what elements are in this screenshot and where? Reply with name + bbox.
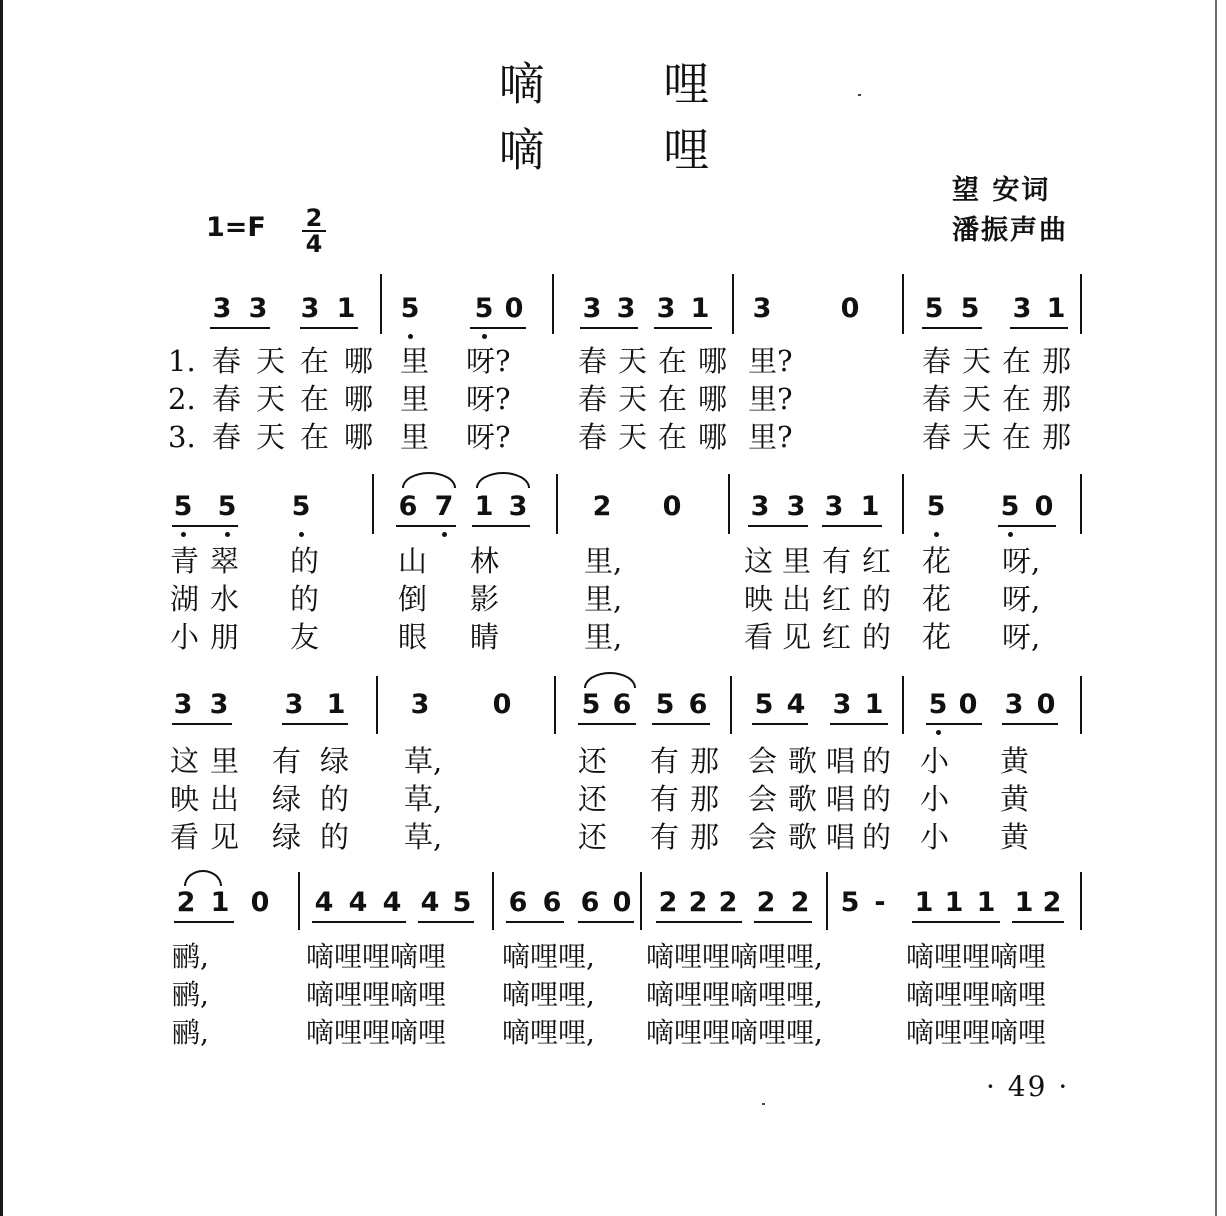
note-digit: 3 [284,689,304,720]
lyric-syllable: 呀? [466,344,511,378]
lyric-syllable: 天 [256,382,286,416]
octave-dot [181,532,186,537]
note-digit: 0 [958,689,978,720]
lyric-syllable: 春 [578,382,608,416]
lyric-syllable: 嘀哩哩, [502,978,595,1011]
lyric-syllable: 那 [690,782,720,816]
lyric-syllable: 春 [922,420,952,454]
key-signature: 1=F [206,212,266,243]
note-digit: 1 [976,887,996,918]
note-digit: 5 [400,293,420,324]
note-digit: 5 [924,293,944,324]
time-numerator: 2 [302,206,326,232]
note-digit: 0 [1036,689,1056,720]
slur-arc [402,472,456,488]
lyric-syllable: 鹂, [172,1016,209,1049]
lyric-syllable: 黄 [1000,782,1030,816]
note-digit: 1 [914,887,934,918]
lyric-syllable: 红 [862,544,892,578]
lyric-syllable: 的 [862,620,892,654]
lyric-syllable: 歌 [788,820,818,854]
lyric-syllable: 1. [168,344,196,378]
lyric-syllable: 还 [578,820,608,854]
note-digit: 3 [209,689,229,720]
lyric-syllable: 里 [400,420,430,454]
lyric-syllable: 绿 [272,820,302,854]
note-digit: 5 [928,689,948,720]
lyric-syllable: 花 [922,620,952,654]
lyric-syllable: 鹂, [172,978,209,1011]
lyric-syllable: 有 [272,744,302,778]
lyric-syllable: 见 [782,620,812,654]
lyric-syllable: 那 [1042,420,1072,454]
lyric-syllable: 嘀哩哩嘀哩 [906,940,1047,973]
note-digit: 5 [452,887,472,918]
print-speck [762,1103,765,1105]
note-digit: 3 [824,491,844,522]
note-digit: 1 [326,689,346,720]
note-digit: 3 [508,491,528,522]
song-title: 嘀 哩 嘀 哩 [498,57,762,177]
note-digit: 6 [542,887,562,918]
note-digit: 0 [1034,491,1054,522]
beam-line [652,723,710,725]
beam-line [172,525,238,527]
lyric-syllable: 嘀哩哩嘀哩 [306,1016,447,1049]
note-digit: 6 [580,887,600,918]
lyric-syllable: 唱 [826,782,856,816]
lyric-syllable: 小 [920,820,950,854]
lyric-syllable: 出 [782,582,812,616]
note-digit: 6 [398,491,418,522]
lyric-syllable: 在 [1002,344,1032,378]
lyric-syllable: 水 [210,582,240,616]
bar-line [492,872,494,930]
lyric-syllable: 在 [300,344,330,378]
lyric-syllable: 歌 [788,744,818,778]
lyric-syllable: 影 [470,582,500,616]
lyric-syllable: 天 [256,420,286,454]
note-digit: 1 [474,491,494,522]
note-digit: 4 [786,689,806,720]
bar-line [902,676,904,734]
lyric-syllable: 里? [748,420,793,454]
beam-line [1012,921,1064,923]
lyric-syllable: 天 [256,344,286,378]
note-digit: 3 [410,689,430,720]
lyric-syllable: 林 [470,544,500,578]
lyric-syllable: 山 [398,544,428,578]
note-digit: 1 [336,293,356,324]
lyric-syllable: 2. [168,382,196,416]
slur-arc [584,672,636,688]
lyric-syllable: 红 [822,582,852,616]
note-digit: 5 [474,293,494,324]
lyric-syllable: 睛 [470,620,500,654]
note-digit: 2 [688,887,708,918]
note-digit: 0 [504,293,524,324]
lyric-syllable: 里 [210,744,240,778]
note-digit: 0 [612,887,632,918]
octave-dot [408,334,413,339]
lyric-syllable: 有 [650,744,680,778]
lyric-syllable: 天 [618,420,648,454]
beam-line [506,921,564,923]
lyric-syllable: 绿 [320,744,350,778]
lyric-syllable: 里, [584,620,623,654]
lyric-syllable: 唱 [826,820,856,854]
note-digit: 1 [864,689,884,720]
lyric-syllable: 嘀哩哩嘀哩哩, [646,940,823,973]
bar-line [1080,474,1082,534]
lyric-syllable: 呀, [1002,544,1041,578]
lyric-syllable: 天 [962,344,992,378]
note-digit: 5 [926,491,946,522]
note-digit: 2 [176,887,196,918]
lyric-syllable: 呀? [466,382,511,416]
lyric-syllable: 还 [578,782,608,816]
lyric-syllable: 在 [1002,382,1032,416]
lyric-syllable: 鹂, [172,940,209,973]
note-digit: 0 [662,491,682,522]
beam-line [822,525,882,527]
lyric-syllable: 出 [210,782,240,816]
note-digit: 3 [752,293,772,324]
note-digit: 5 [840,887,860,918]
lyric-syllable: 里, [584,544,623,578]
lyric-syllable: 黄 [1000,744,1030,778]
lyric-syllable: 嘀哩哩嘀哩哩, [646,1016,823,1049]
lyric-syllable: 青 [170,544,200,578]
lyric-syllable: 草, [404,820,443,854]
note-digit: 3 [1012,293,1032,324]
lyric-syllable: 的 [862,820,892,854]
beam-line [210,327,270,329]
lyric-syllable: 这 [744,544,774,578]
page-edge-right [1215,0,1217,1216]
note-digit: 5 [581,689,601,720]
lyric-syllable: 歌 [788,782,818,816]
lyric-syllable: 春 [578,344,608,378]
lyric-syllable: 春 [212,344,242,378]
note-digit: 2 [790,887,810,918]
beam-line [998,525,1056,527]
note-digit: 3 [656,293,676,324]
lyric-syllable: 小 [170,620,200,654]
lyric-syllable: 这 [170,744,200,778]
octave-dot [482,334,487,339]
lyric-syllable: 嘀哩哩, [502,1016,595,1049]
slur-arc [476,472,530,488]
beam-line [282,723,348,725]
bar-line [730,676,732,734]
lyric-syllable: 那 [1042,344,1072,378]
lyric-syllable: 哪 [344,344,374,378]
note-digit: 5 [754,689,774,720]
beam-line [656,921,742,923]
note-digit: 5 [291,491,311,522]
note-digit: 3 [173,689,193,720]
note-digit: 6 [688,689,708,720]
note-digit: 3 [582,293,602,324]
lyric-syllable: 在 [1002,420,1032,454]
lyric-syllable: 的 [862,782,892,816]
note-digit: 3 [212,293,232,324]
note-digit: 5 [173,491,193,522]
lyric-syllable: 湖 [170,582,200,616]
lyric-syllable: 见 [210,820,240,854]
beam-line [912,921,1000,923]
note-digit: 4 [314,887,334,918]
lyric-syllable: 绿 [272,782,302,816]
lyric-syllable: 里 [400,344,430,378]
octave-dot [225,532,230,537]
beam-line [312,921,406,923]
bar-line [1080,274,1082,334]
note-digit: 5 [1000,491,1020,522]
bar-line [732,274,734,334]
lyric-syllable: 有 [822,544,852,578]
note-digit: 5 [217,491,237,522]
beam-line [926,723,982,725]
lyric-syllable: 呀, [1002,620,1041,654]
lyric-syllable: 黄 [1000,820,1030,854]
beam-line [472,525,530,527]
lyricist-credit: 望 安词 [952,175,1051,206]
bar-line [372,474,374,534]
lyric-syllable: 嘀哩哩嘀哩 [906,1016,1047,1049]
lyric-syllable: 哪 [698,344,728,378]
lyric-syllable: 草, [404,744,443,778]
note-digit: 6 [612,689,632,720]
time-denominator: 4 [305,230,323,258]
note-digit: 1 [944,887,964,918]
note-digit: 5 [960,293,980,324]
beam-line [578,723,636,725]
note-digit: 4 [382,887,402,918]
bar-line [826,872,828,930]
lyric-syllable: 哪 [344,420,374,454]
octave-dot [934,532,939,537]
lyric-syllable: 嘀哩哩嘀哩 [306,940,447,973]
beam-line [470,327,526,329]
lyric-syllable: 翠 [210,544,240,578]
beam-line [1002,723,1058,725]
lyric-syllable: 的 [862,744,892,778]
note-digit: 1 [860,491,880,522]
bar-line [902,274,904,334]
print-speck [858,94,861,96]
note-digit: 3 [786,491,806,522]
lyric-syllable: 花 [922,582,952,616]
note-digit: 4 [348,887,368,918]
lyric-syllable: 春 [922,344,952,378]
lyric-syllable: 在 [300,420,330,454]
lyric-syllable: 在 [658,382,688,416]
octave-dot [936,730,941,735]
lyric-syllable: 映 [744,582,774,616]
lyric-syllable: 哪 [698,382,728,416]
lyric-syllable: 看 [744,620,774,654]
page-number: · 49 · [986,1070,1070,1103]
lyric-syllable: 看 [170,820,200,854]
note-digit: 2 [1042,887,1062,918]
lyric-syllable: 在 [658,344,688,378]
octave-dot [1008,532,1013,537]
bar-line [640,872,642,930]
note-digit: 3 [248,293,268,324]
lyric-syllable: 在 [300,382,330,416]
lyric-syllable: 里? [748,344,793,378]
beam-line [578,921,634,923]
lyric-syllable: 里, [584,582,623,616]
lyric-syllable: 里? [748,382,793,416]
note-digit: 2 [756,887,776,918]
bar-line [1080,872,1082,930]
lyric-syllable: 有 [650,820,680,854]
lyric-syllable: 春 [212,420,242,454]
bar-line [1080,676,1082,734]
note-digit: 3 [750,491,770,522]
bar-line [380,274,382,334]
lyric-syllable: 有 [650,782,680,816]
beam-line [300,327,358,329]
lyric-syllable: 里 [782,544,812,578]
lyric-syllable: 的 [320,782,350,816]
lyric-syllable: 的 [320,820,350,854]
beam-line [830,723,888,725]
time-signature [302,206,326,256]
note-digit: 0 [250,887,270,918]
lyric-syllable: 呀, [1002,582,1041,616]
note-digit: 1 [210,887,230,918]
lyric-syllable: 映 [170,782,200,816]
beam-line [174,921,234,923]
octave-dot [442,532,447,537]
lyric-syllable: 嘀哩哩, [502,940,595,973]
beam-line [172,723,232,725]
beam-line [418,921,474,923]
lyric-syllable: 小 [920,744,950,778]
lyric-syllable: 友 [290,620,320,654]
lyric-syllable: 花 [922,544,952,578]
note-digit: 1 [1046,293,1066,324]
note-digit: 1 [1014,887,1034,918]
note-digit: 4 [420,887,440,918]
note-digit: 5 [655,689,675,720]
lyric-syllable: 春 [578,420,608,454]
lyric-syllable: 天 [618,382,648,416]
note-digit: 6 [508,887,528,918]
bar-line [376,676,378,734]
bar-line [552,274,554,334]
lyric-syllable: 倒 [398,582,428,616]
octave-dot [299,532,304,537]
beam-line [1010,327,1068,329]
lyric-syllable: 的 [290,582,320,616]
lyric-syllable: 会 [748,782,778,816]
beam-line [752,723,808,725]
lyric-syllable: 那 [1042,382,1072,416]
lyric-syllable: 哪 [698,420,728,454]
sustain-dash: - [874,887,886,918]
note-digit: 3 [616,293,636,324]
lyric-syllable: 天 [618,344,648,378]
beam-line [922,327,982,329]
note-digit: 3 [300,293,320,324]
lyric-syllable: 呀? [466,420,511,454]
lyric-syllable: 还 [578,744,608,778]
beam-line [396,525,456,527]
note-digit: 7 [434,491,454,522]
lyric-syllable: 春 [212,382,242,416]
note-digit: 1 [690,293,710,324]
lyric-syllable: 那 [690,820,720,854]
lyric-syllable: 天 [962,420,992,454]
note-digit: 2 [592,491,612,522]
bar-line [298,872,300,930]
lyric-syllable: 红 [822,620,852,654]
note-digit: 2 [718,887,738,918]
lyric-syllable: 嘀哩哩嘀哩哩, [646,978,823,1011]
lyric-syllable: 春 [922,382,952,416]
lyric-syllable: 眼 [398,620,428,654]
note-digit: 3 [1004,689,1024,720]
lyric-syllable: 嘀哩哩嘀哩 [306,978,447,1011]
lyric-syllable: 天 [962,382,992,416]
note-digit: 0 [492,689,512,720]
lyric-syllable: 会 [748,744,778,778]
lyric-syllable: 的 [862,582,892,616]
lyric-syllable: 小 [920,782,950,816]
beam-line [748,525,808,527]
beam-line [754,921,812,923]
page-edge-left [0,0,3,1216]
lyric-syllable: 朋 [210,620,240,654]
beam-line [580,327,638,329]
bar-line [728,474,730,534]
lyric-syllable: 3. [168,420,196,454]
lyric-syllable: 哪 [344,382,374,416]
lyric-syllable: 嘀哩哩嘀哩 [906,978,1047,1011]
lyric-syllable: 里 [400,382,430,416]
lyric-syllable: 那 [690,744,720,778]
bar-line [556,474,558,534]
bar-line [902,474,904,534]
beam-line [654,327,712,329]
lyric-syllable: 草, [404,782,443,816]
note-digit: 3 [832,689,852,720]
lyric-syllable: 会 [748,820,778,854]
note-digit: 0 [840,293,860,324]
composer-credit: 潘振声曲 [952,215,1068,246]
slur-arc [184,870,222,886]
bar-line [554,676,556,734]
note-digit: 2 [658,887,678,918]
lyric-syllable: 在 [658,420,688,454]
lyric-syllable: 的 [290,544,320,578]
lyric-syllable: 唱 [826,744,856,778]
